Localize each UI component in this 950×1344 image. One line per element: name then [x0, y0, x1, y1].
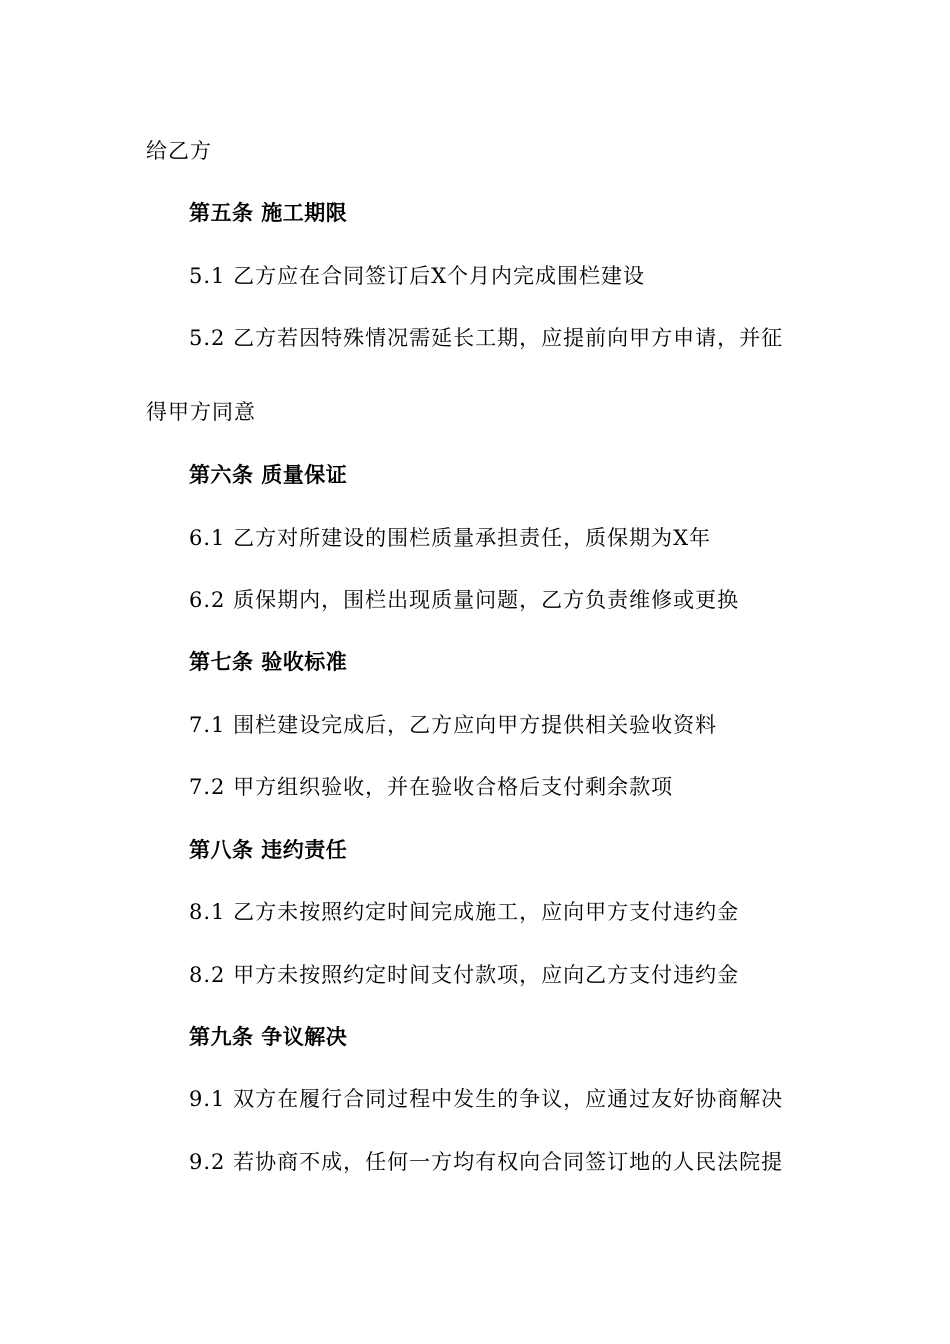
clause-7-1: 7.1 围栏建设完成后，乙方应向甲方提供相关验收资料 — [189, 713, 718, 737]
clause-5-1: 5.1 乙方应在合同签订后X个月内完成围栏建设 — [189, 264, 646, 288]
article-heading-8: 第八条 违约责任 — [189, 838, 348, 862]
clause-7-2: 7.2 甲方组织验收，并在验收合格后支付剩余款项 — [189, 775, 674, 799]
continuation-text: 给乙方 — [146, 139, 212, 163]
article-heading-5: 第五条 施工期限 — [189, 201, 348, 225]
clause-8-1: 8.1 乙方未按照约定时间完成施工，应向甲方支付违约金 — [189, 900, 740, 924]
clause-6-2: 6.2 质保期内，围栏出现质量问题，乙方负责维修或更换 — [189, 588, 740, 612]
clause-5-2: 5.2 乙方若因特殊情况需延长工期，应提前向甲方申请，并征 — [189, 326, 784, 350]
clause-9-1: 9.1 双方在履行合同过程中发生的争议，应通过友好协商解决 — [189, 1087, 784, 1111]
clause-6-1: 6.1 乙方对所建设的围栏质量承担责任，质保期为X年 — [189, 526, 712, 550]
clause-9-2: 9.2 若协商不成，任何一方均有权向合同签订地的人民法院提 — [189, 1150, 784, 1174]
clause-8-2: 8.2 甲方未按照约定时间支付款项，应向乙方支付违约金 — [189, 963, 740, 987]
clause-5-2-continuation: 得甲方同意 — [146, 400, 256, 424]
article-heading-6: 第六条 质量保证 — [189, 463, 348, 487]
article-heading-9: 第九条 争议解决 — [189, 1025, 348, 1049]
article-heading-7: 第七条 验收标准 — [189, 650, 348, 674]
